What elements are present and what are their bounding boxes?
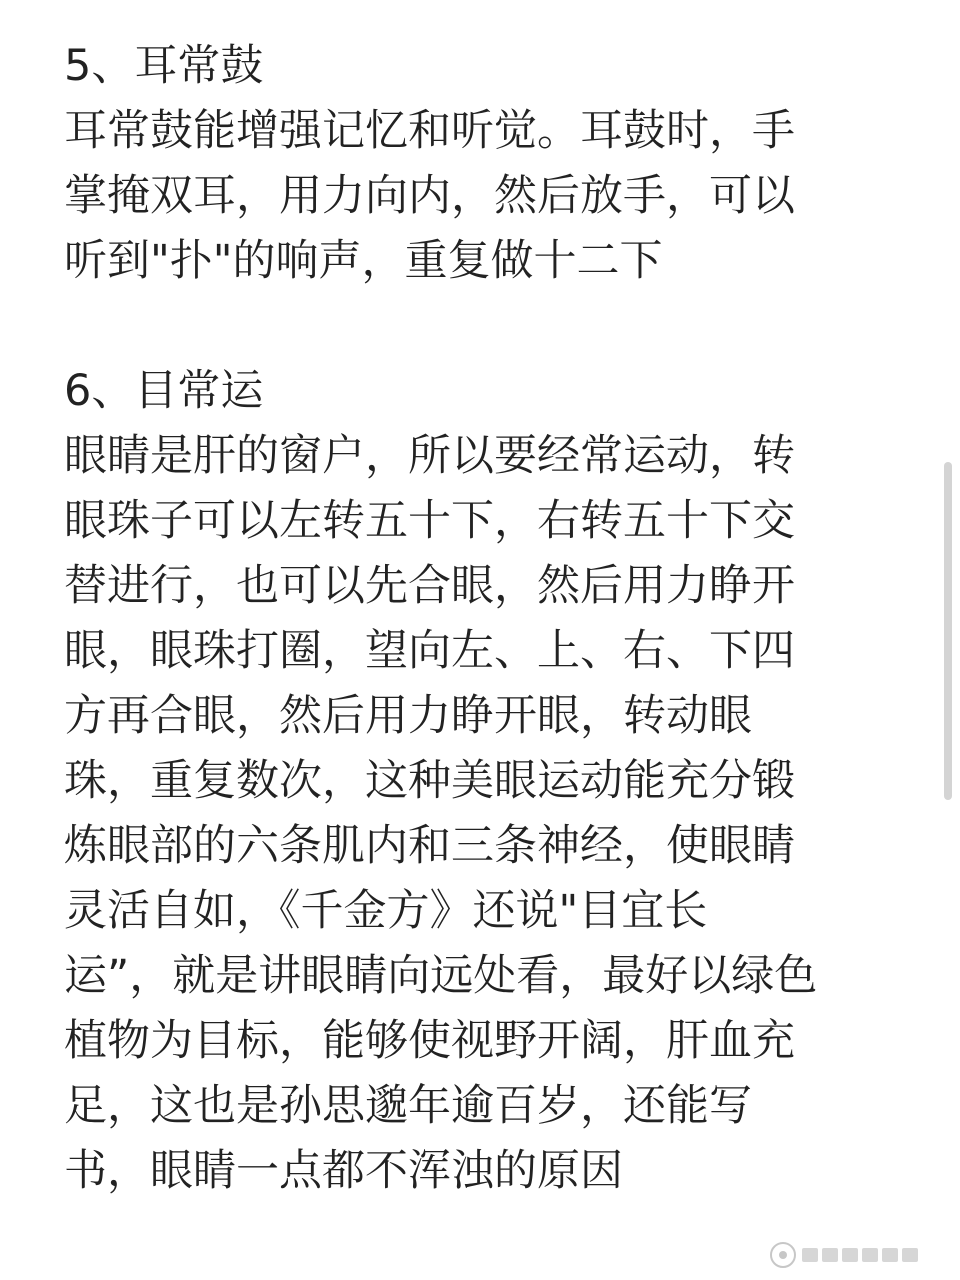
paragraph-line: 听到"扑"的响声，重复做十二下 xyxy=(64,236,663,286)
section-eye xyxy=(64,359,904,1204)
article-body xyxy=(64,34,904,1204)
paragraph-line: 眼，眼珠打圈，望向左、上、右、下四 xyxy=(64,626,795,676)
paragraph-line: 炼眼部的六条肌内和三条神经，使眼睛 xyxy=(64,821,795,871)
paragraph-line: 方再合眼，然后用力睁开眼，转动眼 xyxy=(64,691,752,741)
watermark-blurred-text xyxy=(802,1248,918,1262)
paragraph-line: 掌掩双耳，用力向内，然后放手，可以 xyxy=(64,171,795,221)
paragraph-line: 珠，重复数次，这种美眼运动能充分锻 xyxy=(64,756,795,806)
section-heading: 6、目常运 xyxy=(64,366,264,416)
paragraph-line: 灵活自如，《千金方》还说"目宜长 xyxy=(64,886,708,936)
section-ear xyxy=(64,34,904,294)
paragraph-line: 足，这也是孙思邈年逾百岁，还能写 xyxy=(64,1081,752,1131)
section-spacer xyxy=(64,294,904,359)
watermark-logo-icon xyxy=(770,1242,796,1268)
vertical-scrollbar[interactable] xyxy=(944,462,952,800)
paragraph-line: 眼珠子可以左转五十下，右转五十下交 xyxy=(64,496,795,546)
weibo-watermark-icon xyxy=(770,1240,954,1270)
paragraph-line: 书，眼睛一点都不浑浊的原因 xyxy=(64,1146,623,1196)
paragraph-line: 替进行，也可以先合眼，然后用力睁开 xyxy=(64,561,795,611)
paragraph-line: 植物为目标，能够使视野开阔，肝血充 xyxy=(64,1016,795,1066)
paragraph-line: 耳常鼓能增强记忆和听觉。耳鼓时，手 xyxy=(64,106,795,156)
section-heading: 5、耳常鼓 xyxy=(64,41,264,91)
paragraph-line: 眼睛是肝的窗户，所以要经常运动，转 xyxy=(64,431,795,481)
paragraph-line: 运”，就是讲眼睛向远处看，最好以绿色 xyxy=(64,951,818,1001)
